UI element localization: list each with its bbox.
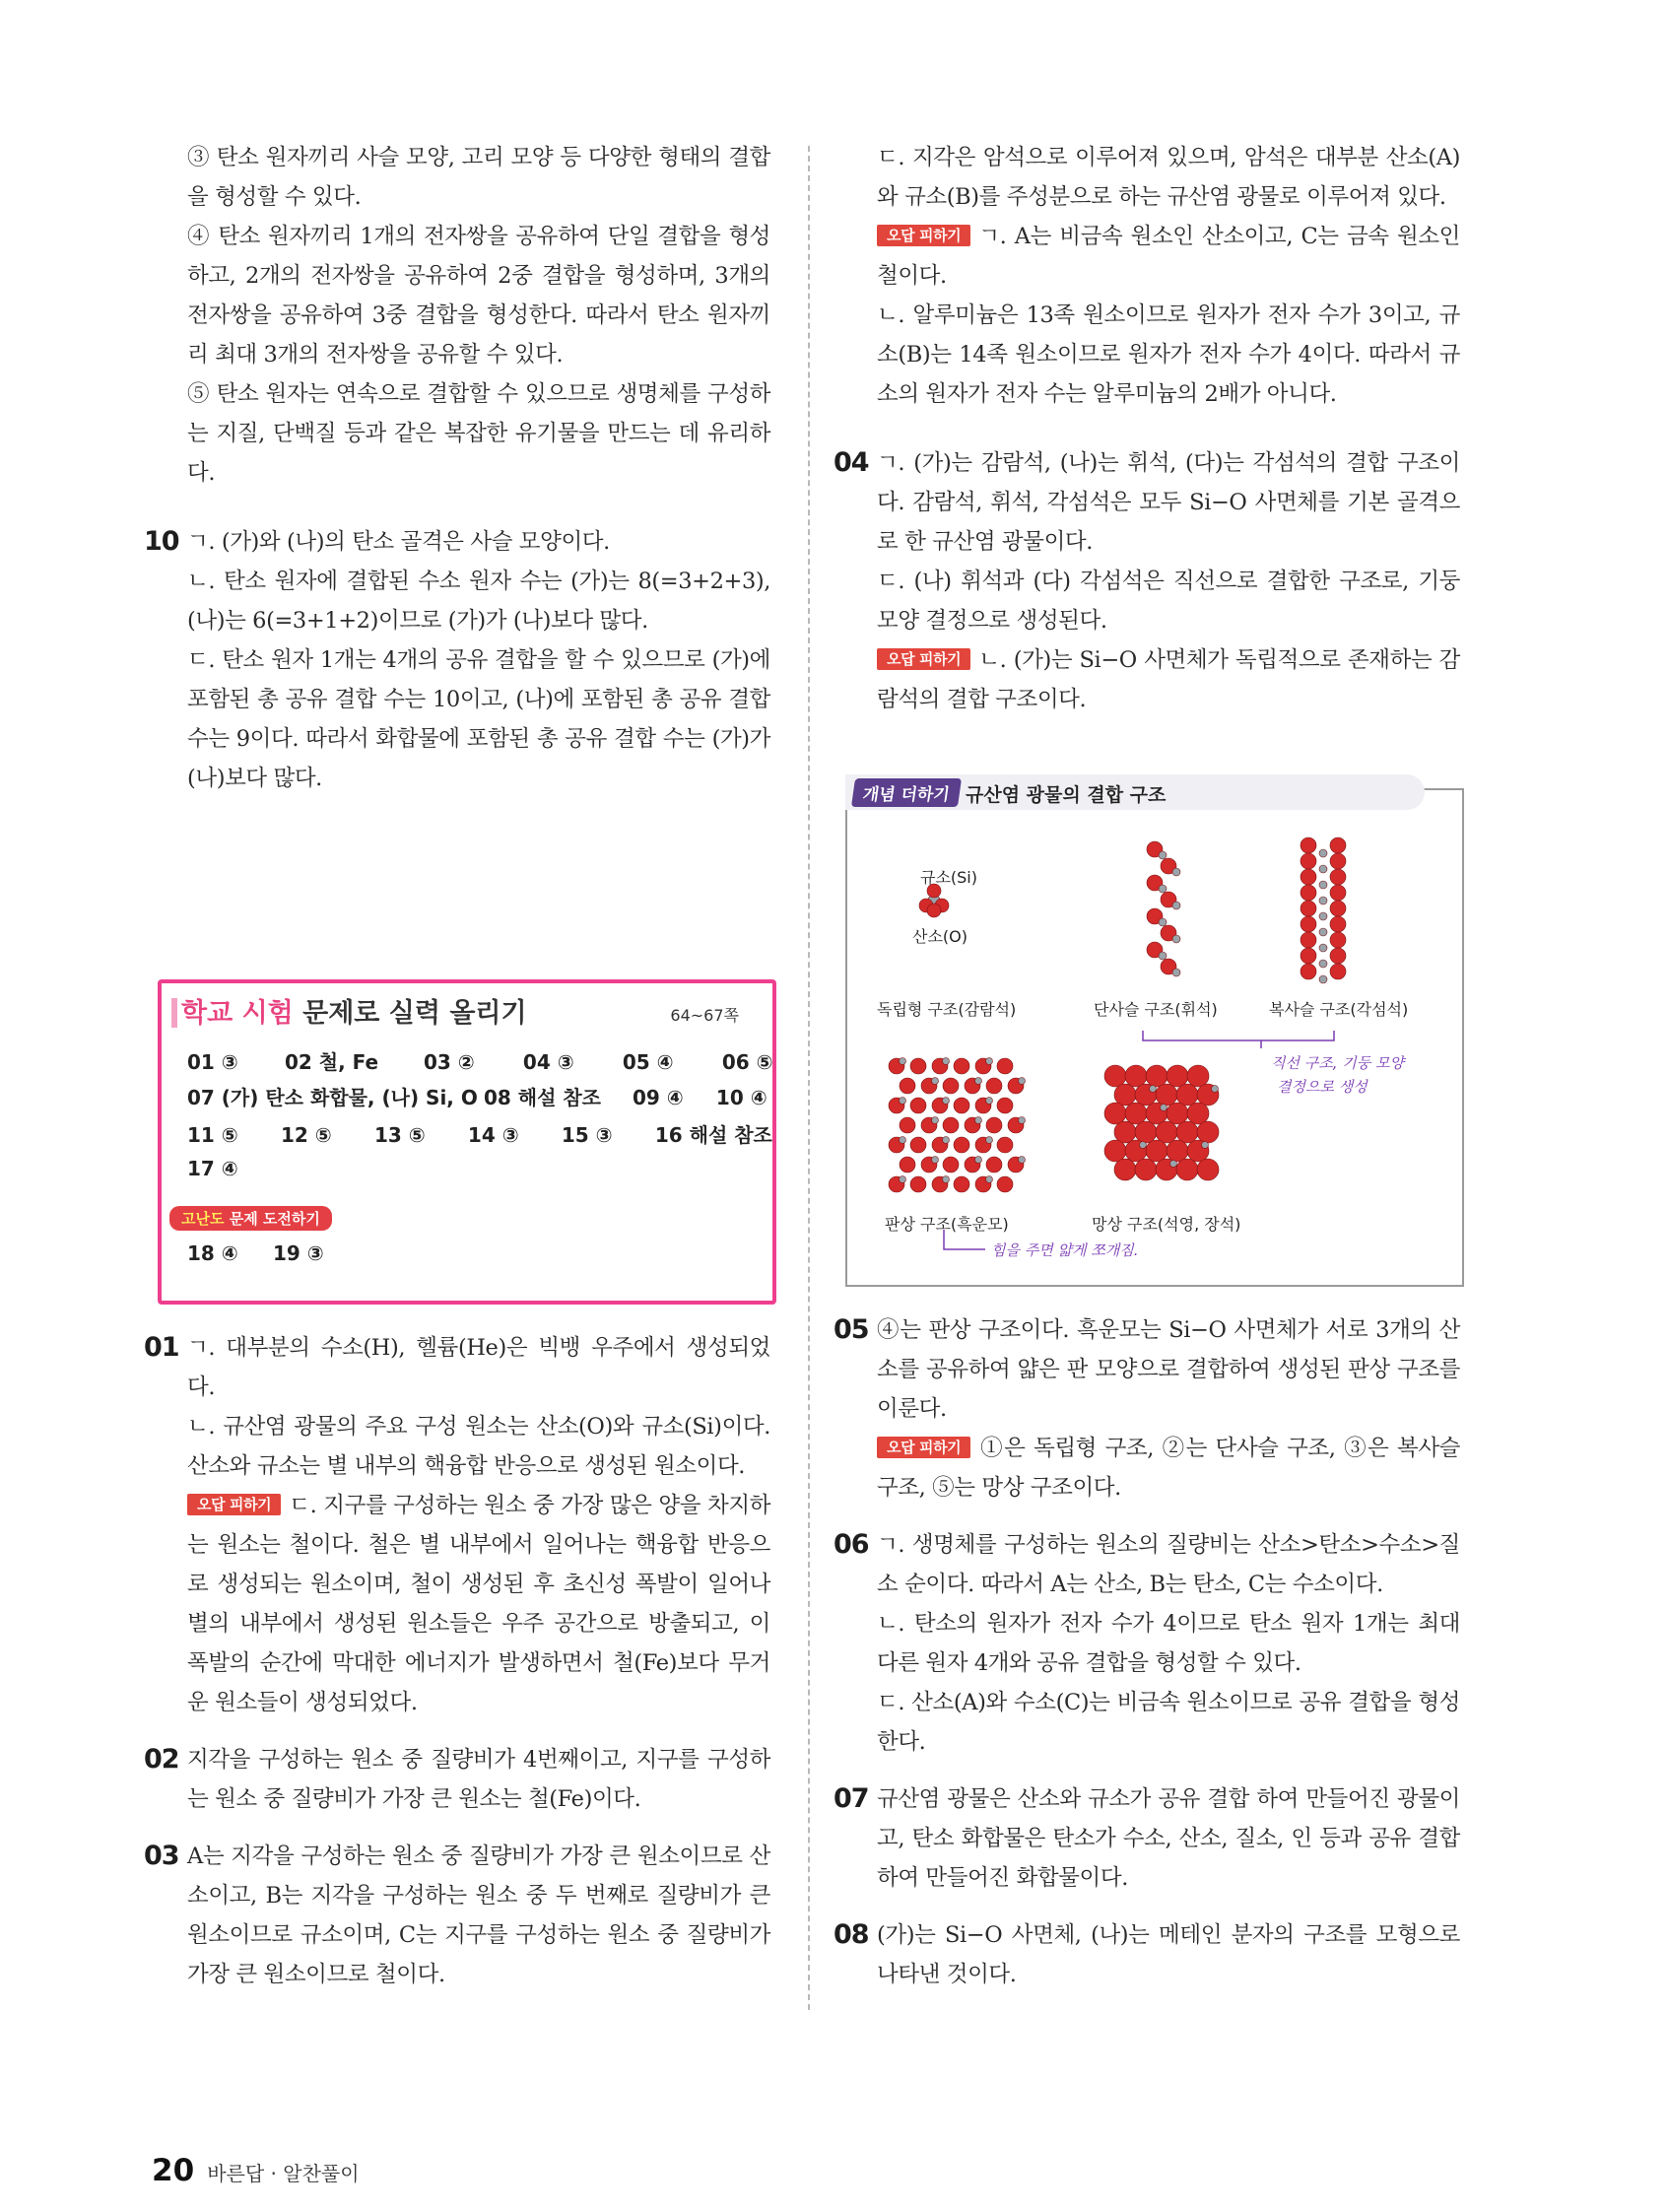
question-03 xyxy=(144,1837,770,1994)
answer-row-5: 18 ④ 19 ③ xyxy=(187,1241,324,1265)
structure-label-sheet: 판상 구조(흑운모) xyxy=(885,1215,1009,1234)
atom-o xyxy=(1125,1103,1147,1124)
atom-si xyxy=(1159,918,1167,926)
atom-o xyxy=(1301,869,1316,885)
atom-o xyxy=(1330,901,1346,916)
atom-si xyxy=(1019,1117,1026,1124)
q10-line-3: ㄷ. 탄소 원자 1개는 4개의 공유 결합을 할 수 있으므로 (가)에 포함된 총 공유 결합 수는 10이고, (나)에 포함된 총 공유 결합 수는 9이다. 따라서 화합물에 포함된 총 공유 결합 수는 (가)가 (나)보다 많다. xyxy=(187,647,770,791)
atom-o xyxy=(997,1098,1013,1113)
page-footer xyxy=(152,2153,360,2188)
q05-text: ④는 판상 구조이다. 흑운모는 Si−O 사면체가 서로 3개의 산소를 공유하여 얇은 판 모양으로 결합하여 생성된 판상 구조를 이룬다. xyxy=(877,1317,1460,1422)
atom-o xyxy=(1197,1121,1219,1143)
atom-o xyxy=(954,1098,969,1113)
answer-row-4: 17 ④ xyxy=(187,1157,238,1180)
question-number: 05 xyxy=(834,1314,869,1345)
atom-o xyxy=(1176,1084,1198,1106)
atom-si xyxy=(932,1117,939,1124)
atom-o xyxy=(1301,932,1316,948)
q07-text: 규산염 광물은 산소와 규소가 공유 결합 하여 만들어진 광물이고, 탄소 화합물은 탄소가 수소, 산소, 질소, 인 등과 공유 결합 하여 만들어진 화합물이다. xyxy=(877,1786,1460,1891)
q03-text: A는 지각을 구성하는 원소 중 질량비가 가장 큰 원소이므로 산소이고, B는 지각을 구성하는 원소 중 두 번째로 질량비가 큰 원소이므로 규소이며, C는 지구를 구성하는 원소 중 질량비가 가장 큰 원소이므로 철이다. xyxy=(187,1843,770,1987)
atom-o xyxy=(910,1058,926,1074)
atom-si xyxy=(900,1098,906,1105)
atom-o xyxy=(954,1137,969,1153)
atom-o xyxy=(910,1176,926,1192)
atom-si xyxy=(1319,881,1327,889)
atom-o xyxy=(1146,1140,1168,1162)
chain-note-line-2: 결정으로 생성 xyxy=(1277,1078,1368,1096)
q10-line-1: ㄱ. (가)와 (나)의 탄소 골격은 사슬 모양이다. xyxy=(187,529,610,555)
structure-label-single-chain: 단사슬 구조(휘석) xyxy=(1094,1000,1218,1019)
avoid-badge: 오답 피하기 xyxy=(877,1437,970,1458)
question-04 xyxy=(834,443,1460,719)
atom-si xyxy=(1172,902,1180,909)
atom-si xyxy=(1170,1161,1177,1168)
atom-o xyxy=(900,1117,915,1133)
atom-o xyxy=(1176,1121,1198,1143)
answer-row-1: 01 ③ 02 철, Fe 03 ② 04 ③ 05 ④ 06 ⑤ xyxy=(187,1050,773,1074)
atom-o xyxy=(900,1078,915,1094)
atom-o xyxy=(943,1117,959,1133)
prev-item-3: ③ 탄소 원자끼리 사슬 모양, 고리 모양 등 다양한 형태의 결합을 형성할 수 있다. xyxy=(187,145,770,210)
atom-si xyxy=(1319,944,1327,952)
atom-si xyxy=(1319,960,1327,968)
q05-avoid: 오답 피하기 ①은 독립형 구조, ②는 단사슬 구조, ③은 복사슬 구조, ⑤는 망상 구조이다. xyxy=(877,1436,1460,1501)
concept-box xyxy=(845,784,1464,1287)
atom-o xyxy=(1125,1065,1147,1087)
atom-si xyxy=(986,1137,993,1144)
atom-o xyxy=(1104,1103,1126,1124)
atom-si xyxy=(1019,1157,1026,1164)
footer-label: 바른답 · 알찬풀이 xyxy=(207,2162,360,2185)
atom-o xyxy=(1330,869,1346,885)
atom-o xyxy=(1330,885,1346,901)
question-number: 10 xyxy=(144,526,179,557)
answer-key-pages: 64~67쪽 xyxy=(670,1006,739,1025)
atom-o xyxy=(1176,1159,1198,1180)
atom-o xyxy=(1146,1065,1168,1087)
atom-o xyxy=(910,1098,926,1113)
atom-si xyxy=(1202,1142,1209,1149)
atom-o xyxy=(1135,1121,1157,1143)
atom-o xyxy=(1301,853,1316,869)
atom-o xyxy=(997,1176,1013,1192)
atom-si xyxy=(943,1137,950,1144)
question-10 xyxy=(144,522,770,798)
question-06 xyxy=(834,1525,1460,1762)
q08-text: (가)는 Si−O 사면체, (나)는 메테인 분자의 구조를 모형으로 나타낸 것이다. xyxy=(877,1922,1460,1987)
cont-avoid: 오답 피하기 ㄱ. A는 비금속 원소인 산소이고, C는 금속 원소인 철이다. xyxy=(877,224,1460,289)
concept-badge: 개념 더하기 xyxy=(851,778,962,807)
atom-si xyxy=(1150,1086,1157,1093)
question-01 xyxy=(144,1328,770,1722)
chain-bracket xyxy=(1143,1031,1334,1040)
atom-o xyxy=(1156,1121,1177,1143)
right-column-bottom xyxy=(834,1310,1460,1994)
question-number: 03 xyxy=(144,1841,179,1871)
atom-o xyxy=(1167,1140,1188,1162)
atom-o xyxy=(1330,948,1346,964)
atom-si xyxy=(900,1137,906,1144)
atom-si xyxy=(1319,928,1327,936)
atom-o xyxy=(986,1157,1002,1173)
atom-si xyxy=(975,1117,982,1124)
atom-si xyxy=(986,1058,993,1065)
question-05 xyxy=(834,1310,1460,1508)
cont-text: ㄷ. 지각은 암석으로 이루어져 있으며, 암석은 대부분 산소(A)와 규소(B)를 주성분으로 하는 규산염 광물로 이루어져 있다. xyxy=(877,145,1460,210)
question-07 xyxy=(834,1779,1460,1898)
q04-line-1: ㄱ. (가)는 감람석, (나)는 휘석, (다)는 각섬석의 결합 구조이다. 감람석, 휘석, 각섬석은 모두 Si−O 사면체를 기본 골격으로 한 규산염 광물이다. xyxy=(877,450,1460,555)
atom-o xyxy=(1104,1065,1126,1087)
atom-o xyxy=(954,1176,969,1192)
q06-line-3: ㄷ. 산소(A)와 수소(C)는 비금속 원소이므로 공유 결합을 형성한다. xyxy=(877,1690,1460,1755)
atom-si xyxy=(1172,969,1180,976)
q10-line-2: ㄴ. 탄소 원자에 결합된 수소 원자 수는 (가)는 8(=3+2+3), (나)는 6(=3+1+2)이므로 (가)가 (나)보다 많다. xyxy=(187,569,770,634)
answer-row-2: 07 (가) 탄소 화합물, (나) Si, O 08 해설 참조 09 ④ 10 ④ xyxy=(187,1086,767,1109)
atom-o xyxy=(1156,1084,1177,1106)
q04-line-2: ㄷ. (나) 휘석과 (다) 각섬석은 직선으로 결합한 구조로, 기둥 모양 결정으로 생성된다. xyxy=(877,569,1460,634)
atom-si xyxy=(975,1157,982,1164)
answer-key-box xyxy=(158,979,776,1305)
atom-o xyxy=(986,1078,1002,1094)
structure-label-isolated: 독립형 구조(감람석) xyxy=(877,1000,1017,1019)
atom-si xyxy=(943,1098,950,1105)
chain-note-line-1: 직선 구조, 기둥 모양 xyxy=(1271,1054,1404,1072)
atom-si xyxy=(1319,912,1327,920)
avoid-badge: 오답 피하기 xyxy=(877,225,970,246)
cont-extra: ㄴ. 알루미늄은 13족 원소이므로 원자가 전자 수가 3이고, 규소(B)는 14족 원소이므로 원자가 전자 수가 4이다. 따라서 규소의 원자가 전자 수는 알루미늄의 2배가 아니다. xyxy=(877,302,1460,407)
atom-o xyxy=(1167,1065,1188,1087)
atom-si xyxy=(1319,865,1327,873)
question-number: 07 xyxy=(834,1783,869,1814)
atom-o xyxy=(1114,1121,1136,1143)
question-number: 06 xyxy=(834,1529,869,1560)
atom-o xyxy=(997,1137,1013,1153)
sheet-note: 힘을 주면 얇게 쪼개짐. xyxy=(991,1241,1139,1259)
atom-si xyxy=(1172,935,1180,943)
q01-avoid: 오답 피하기 ㄷ. 지구를 구성하는 원소 중 가장 많은 양을 차지하는 원소는 철이다. 철은 별 내부에서 일어나는 핵융합 반응으로 생성되는 원소이며, 철이 생성된 후 초신성 폭발이 일어나 별의 내부에서 생성된 원소들은 우주 공간으로 방출되고, 이 폭발의 순간에 막대한 에너지가 발생하면서 철(Fe)보다 무거운 원소들이 생성되었다. xyxy=(187,1493,770,1715)
atom-o xyxy=(943,1157,959,1173)
q06-line-2: ㄴ. 탄소의 원자가 전자 수가 4이므로 탄소 원자 1개는 최대 다른 원자 4개와 공유 결합을 형성할 수 있다. xyxy=(877,1611,1460,1676)
question-08 xyxy=(834,1915,1460,1994)
atom-si xyxy=(1159,885,1167,893)
avoid-badge: 오답 피하기 xyxy=(877,648,970,670)
atom-o xyxy=(1301,916,1316,932)
atom-si xyxy=(943,1058,950,1065)
atom-o xyxy=(1197,1159,1219,1180)
question-number: 08 xyxy=(834,1919,869,1950)
answer-key-title: 학교 시험 문제로 실력 올리기 xyxy=(171,991,527,1030)
page-number: 20 xyxy=(152,2153,195,2188)
atom-si xyxy=(900,1176,906,1183)
atom-si xyxy=(943,1176,950,1183)
si-label: 규소(Si) xyxy=(920,868,977,887)
atom-si xyxy=(986,1098,993,1105)
right-column xyxy=(834,138,1460,719)
concept-title: 규산염 광물의 결합 구조 xyxy=(966,784,1167,806)
atom-si xyxy=(1159,952,1167,960)
structure-label-framework: 망상 구조(석영, 장석) xyxy=(1092,1215,1241,1234)
atom-si xyxy=(1319,897,1327,905)
atom-si xyxy=(1319,849,1327,857)
o-label: 산소(O) xyxy=(912,927,967,946)
q01-line-1: ㄱ. 대부분의 수소(H), 헬륨(He)은 빅뱅 우주에서 생성되었다. xyxy=(187,1335,770,1400)
atom-o xyxy=(997,1058,1013,1074)
atom-o xyxy=(900,1157,915,1173)
atom-o xyxy=(1330,964,1346,979)
atom-o xyxy=(1330,932,1346,948)
title-marker-icon xyxy=(171,998,177,1028)
atom-si xyxy=(932,1078,939,1085)
atom-o xyxy=(1135,1159,1157,1180)
question-number: 04 xyxy=(834,447,869,478)
atom-o xyxy=(910,1137,926,1153)
atom-si xyxy=(1212,1086,1219,1093)
atom-si xyxy=(1140,1142,1147,1149)
atom-o xyxy=(1330,916,1346,932)
atom-si xyxy=(1161,1105,1168,1111)
atom-o xyxy=(1301,838,1316,853)
atom-o xyxy=(986,1117,1002,1133)
left-column-bottom xyxy=(144,1328,770,1994)
left-column xyxy=(144,138,770,798)
atom-o xyxy=(1114,1084,1136,1106)
question-number: 02 xyxy=(144,1744,179,1775)
q04-avoid: 오답 피하기 ㄴ. (가)는 Si−O 사면체가 독립적으로 존재하는 감람석의 결합 구조이다. xyxy=(877,647,1460,712)
answer-row-3: 11 ⑤ 12 ⑤ 13 ⑤ 14 ③ 15 ③ 16 해설 참조 xyxy=(187,1123,772,1147)
atom-si xyxy=(975,1078,982,1085)
atom-o xyxy=(927,904,941,917)
atom-o xyxy=(1114,1159,1136,1180)
q06-line-1: ㄱ. 생명체를 구성하는 원소의 질량비는 산소>탄소>수소>질소 순이다. 따라서 A는 산소, B는 탄소, C는 수소이다. xyxy=(877,1532,1460,1597)
atom-o xyxy=(943,1078,959,1094)
atom-si xyxy=(1159,851,1167,859)
q02-text: 지각을 구성하는 원소 중 질량비가 4번째이고, 지구를 구성하는 원소 중 질량비가 가장 큰 원소는 철(Fe)이다. xyxy=(187,1747,770,1812)
atom-si xyxy=(932,1157,939,1164)
atom-o xyxy=(1301,948,1316,964)
atom-si xyxy=(900,1058,906,1065)
atom-o xyxy=(954,1058,969,1074)
challenge-banner: 고난도 문제 도전하기 xyxy=(169,1206,332,1231)
atom-si xyxy=(1172,868,1180,876)
atom-o xyxy=(1330,853,1346,869)
atom-o xyxy=(1301,964,1316,979)
q01-line-2: ㄴ. 규산염 광물의 주요 구성 원소는 산소(O)와 규소(Si)이다. 산소와 규소는 별 내부의 핵융합 반응으로 생성된 원소이다. xyxy=(187,1414,770,1479)
atom-si xyxy=(1319,975,1327,983)
atom-o xyxy=(1301,901,1316,916)
atom-o xyxy=(1301,885,1316,901)
structure-label-double-chain: 복사슬 구조(각섬석) xyxy=(1269,1000,1409,1019)
atom-si xyxy=(986,1176,993,1183)
atom-o xyxy=(1167,1103,1188,1124)
column-divider xyxy=(808,146,810,2010)
prev-item-4: ④ 탄소 원자끼리 1개의 전자쌍을 공유하여 단일 결합을 형성하고, 2개의 전자쌍을 공유하여 2중 결합을 형성하며, 3개의 전자쌍을 공유하여 3중 결합을 형성한다. 따라서 탄소 원자끼리 최대 3개의 전자쌍을 공유할 수 있다. xyxy=(187,224,770,368)
atom-o xyxy=(1187,1065,1209,1087)
atom-o xyxy=(1104,1140,1126,1162)
atom-o xyxy=(1187,1103,1209,1124)
atom-o xyxy=(1330,838,1346,853)
question-number: 01 xyxy=(144,1332,179,1363)
prev-item-5: ⑤ 탄소 원자는 연속으로 결합할 수 있으므로 생명체를 구성하는 지질, 단백질 등과 같은 복잡한 유기물을 만드는 데 유리하다. xyxy=(187,381,770,486)
question-02 xyxy=(144,1740,770,1819)
avoid-badge: 오답 피하기 xyxy=(187,1494,281,1515)
atom-si xyxy=(1019,1078,1026,1085)
